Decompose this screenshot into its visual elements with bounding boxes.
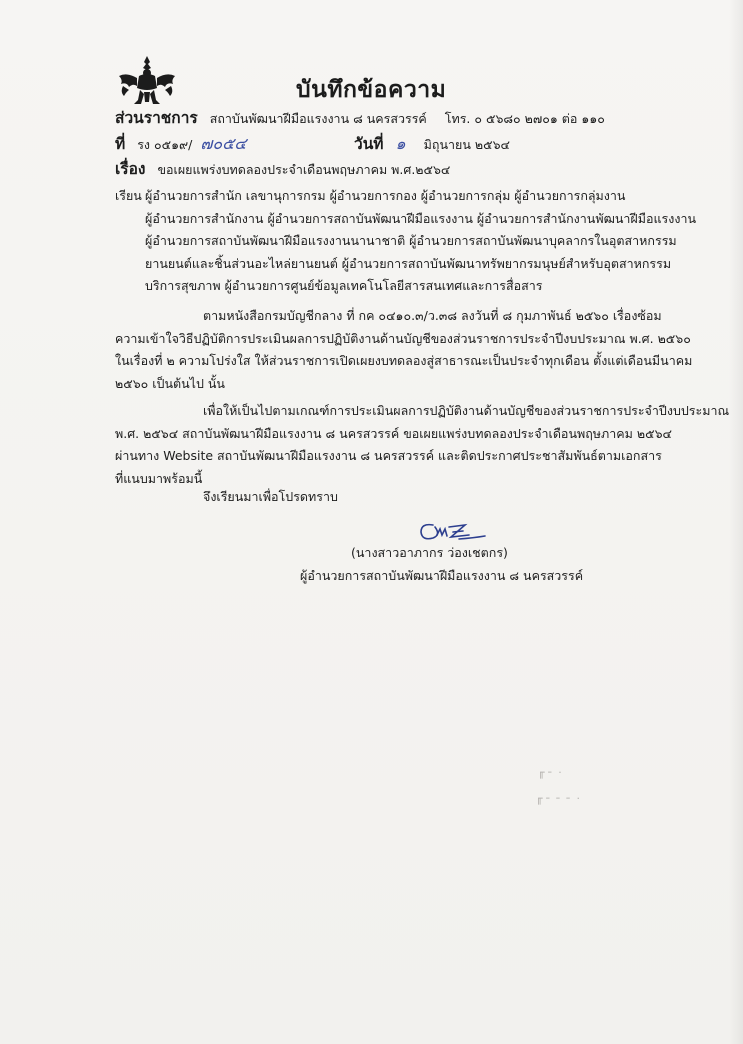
recipient-list xyxy=(145,185,696,298)
paragraph-line: ผ่านทาง Website สถาบันพัฒนาฝีมือแรงงาน ๘ นครสวรรค์ และติดประกาศประชาสัมพันธ์ตามเอกสาร xyxy=(115,448,662,464)
department-line xyxy=(115,110,605,127)
garuda-emblem-icon xyxy=(117,54,177,106)
bleed-through-mark: ╓ ╴ ╴ ╴ · xyxy=(536,792,580,805)
ref-value: รง ๐๕๑๙/ xyxy=(137,137,193,152)
handwritten-signature xyxy=(413,515,491,545)
date-day-handwritten: ๑ xyxy=(395,134,406,153)
paragraph-line: เพื่อให้เป็นไปตามเกณฑ์การประเมินผลการปฏิบัติงานด้านบัญชีของส่วนราชการประจำปีงบประมาณ xyxy=(203,403,730,418)
paragraph-line: ในเรื่องที่ ๒ ความโปร่งใส ให้ส่วนราชการเปิดเผยงบทดลองสู่สาธารณะเป็นประจำทุกเดือน ตั้งแต่เดือนมีนาคม xyxy=(115,353,693,369)
body-paragraph-2 xyxy=(115,400,729,490)
closing-line: จึงเรียนมาเพื่อโปรดทราบ xyxy=(203,489,338,504)
paragraph-line: พ.ศ. ๒๕๖๔ สถาบันพัฒนาฝีมือแรงงาน ๘ นครสวรรค์ ขอเผยแพร่งบทดลองประจำเดือนพฤษภาคม ๒๕๖๔ xyxy=(115,425,672,441)
date-line xyxy=(354,136,510,153)
memo-title: บันทึกข้อความ xyxy=(296,77,447,103)
signatory-name: (นางสาวอาภากร ว่องเชตกร) xyxy=(351,545,508,560)
subject-value: ขอเผยแพร่งบทดลองประจำเดือนพฤษภาคม พ.ศ.๒๕๖๔ xyxy=(157,162,451,177)
paragraph-line: ที่แนบมาพร้อมนี้ xyxy=(115,470,203,486)
paragraph-line: ความเข้าใจวิธีปฏิบัติการประเมินผลการปฏิบัติงานด้านบัญชีของส่วนราชการประจำปีงบประมาณ พ.ศ. ๒๕๖๐ xyxy=(115,330,691,346)
date-value: มิถุนายน ๒๕๖๔ xyxy=(423,137,510,152)
recipient-line: ผู้อำนวยการสำนักงาน ผู้อำนวยการสถาบันพัฒนาฝีมือแรงงาน ผู้อำนวยการสำนักงานพัฒนาฝีมือแรงงาน xyxy=(145,210,697,226)
subject-line xyxy=(115,161,450,178)
department-label: ส่วนราชการ xyxy=(115,109,198,127)
recipient-line: ยานยนต์และชิ้นส่วนอะไหล่ยานยนต์ ผู้อำนวยการสถาบันพัฒนาทรัพยากรมนุษย์สำหรับอุตสาหกรรม xyxy=(145,255,672,271)
ref-handwritten-number: ๗๐๕๔ xyxy=(200,134,247,153)
bleed-through-mark: ╓ ╴ · xyxy=(538,766,562,779)
recipient-label: เรียน xyxy=(115,188,142,203)
recipient-line: ผู้อำนวยการสำนัก เลขานุการกรม ผู้อำนวยการกอง ผู้อำนวยการกลุ่ม ผู้อำนวยการกลุ่มงาน xyxy=(145,188,626,203)
reference-line xyxy=(115,136,246,153)
recipient-line: ผู้อำนวยการสถาบันพัฒนาฝีมือแรงงานนานาชาติ ผู้อำนวยการสถาบันพัฒนาบุคลากรในอุตสาหกรรม xyxy=(145,233,677,249)
subject-label: เรื่อง xyxy=(115,160,146,178)
phone-number: โทร. ๐ ๕๖๘๐ ๒๗๐๑ ต่อ ๑๑๐ xyxy=(444,111,605,126)
ref-label: ที่ xyxy=(115,135,126,153)
date-label: วันที่ xyxy=(354,135,384,153)
paragraph-line: ตามหนังสือกรมบัญชีกลาง ที่ กค ๐๔๑๐.๓/ว.๓๘ ลงวันที่ ๘ กุมภาพันธ์ ๒๕๖๐ เรื่องซ้อม xyxy=(203,308,662,323)
signatory-position: ผู้อำนวยการสถาบันพัฒนาฝีมือแรงงาน ๘ นครสวรรค์ xyxy=(300,568,584,583)
body-paragraph-1 xyxy=(115,305,692,395)
department-value: สถาบันพัฒนาฝีมือแรงงาน ๘ นครสวรรค์ xyxy=(209,111,427,126)
paragraph-line: ๒๕๖๐ เป็นต้นไป นั้น xyxy=(115,375,225,391)
recipient-line: บริการสุขภาพ ผู้อำนวยการศูนย์ข้อมูลเทคโนโลยีสารสนเทศและการสื่อสาร xyxy=(145,278,543,294)
page-edge-shadow xyxy=(729,0,743,1044)
